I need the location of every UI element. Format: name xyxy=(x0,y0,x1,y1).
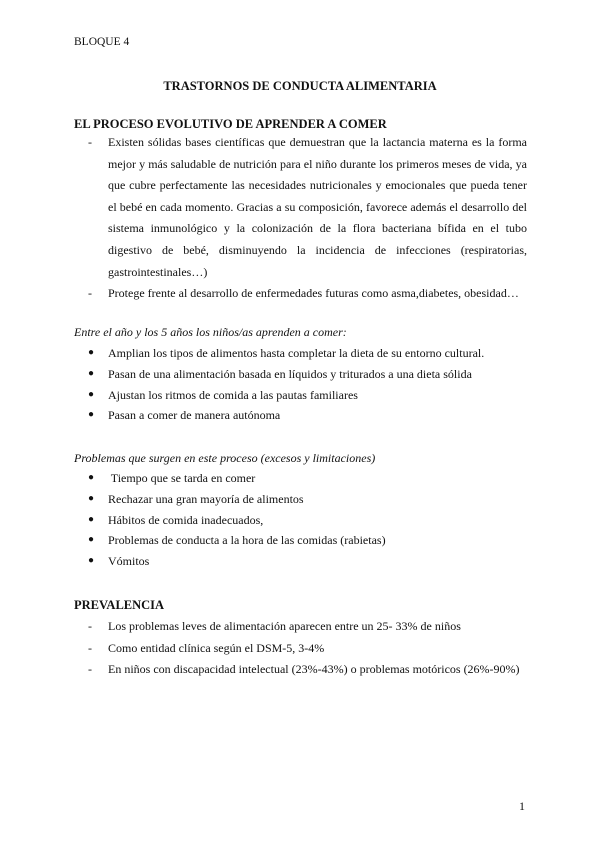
list-item-text: Ajustan los ritmos de comida a las pautas familiares xyxy=(108,387,358,402)
page-number: 1 xyxy=(519,799,525,813)
bullet-marker: ● xyxy=(88,367,95,379)
block-header: BLOQUE 4 xyxy=(74,36,130,48)
list-item-text: Protege frente al desarrollo de enfermedades futuras como asma,diabetes, obesidad… xyxy=(108,286,519,301)
list-item-text: Problemas de conducta a la hora de las comidas (rabietas) xyxy=(108,533,386,548)
list-item xyxy=(74,510,527,531)
list-item xyxy=(74,551,527,572)
list-item-text: Pasan a comer de manera autónoma xyxy=(108,408,281,423)
list-item xyxy=(74,489,527,510)
bullet-marker: ● xyxy=(88,347,95,358)
learning-list xyxy=(74,132,527,305)
list-item-text: Tiempo que se tarda en comer xyxy=(108,471,256,485)
bullet-marker: ● xyxy=(88,534,95,546)
list-item xyxy=(74,659,527,681)
list-item-text: Hábitos de comida inadecuados, xyxy=(108,512,264,527)
dash-marker: - xyxy=(88,640,92,655)
list-item-text: Existen sólidas bases científicas que demuestran que la lactancia materna es la forma mejor y más saludable de nutrición para el niño durante los primeros meses de vida, ya que cubre perfectamente las necesidades nutricionales y emocionales que pueda tener el bebé en cada momento. Gracias a su composición, favorece además el desarrollo del sistema inmunológico y la colonización de la flora bacteriana bífida en el tubo digestivo de bebé, disminuyendo la incidencia de infecciones (respiratorias, gastrointestinales…) xyxy=(108,135,527,279)
age-range-list xyxy=(74,343,527,426)
bullet-marker: ● xyxy=(88,513,95,525)
dash-marker: - xyxy=(88,662,92,677)
list-item xyxy=(74,638,527,660)
list-item xyxy=(74,343,527,364)
dash-marker: - xyxy=(88,135,92,149)
bullet-marker: ● xyxy=(88,472,95,483)
list-item xyxy=(74,364,527,385)
prevalence-list xyxy=(74,616,527,681)
section-heading-learning: EL PROCESO EVOLUTIVO DE APRENDER A COMER xyxy=(74,117,387,131)
document-title: TRASTORNOS DE CONDUCTA ALIMENTARIA xyxy=(163,79,437,93)
list-item xyxy=(74,132,527,283)
bullet-marker: ● xyxy=(88,409,95,421)
list-item xyxy=(74,468,527,489)
list-item-text: Como entidad clínica según el DSM-5, 3-4% xyxy=(108,640,325,655)
list-item xyxy=(74,283,527,305)
list-item xyxy=(74,530,527,551)
list-item-text: Vómitos xyxy=(108,554,150,569)
problems-list xyxy=(74,468,527,572)
bullet-marker: ● xyxy=(88,555,95,567)
list-item-text: Amplian los tipos de alimentos hasta completar la dieta de su entorno cultural. xyxy=(108,346,485,360)
bullet-marker: ● xyxy=(88,388,95,400)
list-item xyxy=(74,385,527,406)
list-item-text: Rechazar una gran mayoría de alimentos xyxy=(108,491,304,506)
bullet-marker: ● xyxy=(88,492,95,504)
list-item-text: Pasan de una alimentación basada en líquidos y triturados a una dieta sólida xyxy=(108,366,472,381)
list-item-text: Los problemas leves de alimentación aparecen entre un 25- 33% de niños xyxy=(108,619,461,633)
dash-marker: - xyxy=(88,286,92,301)
dash-marker: - xyxy=(88,619,92,633)
section-heading-prevalence: PREVALENCIA xyxy=(74,598,165,612)
list-item-text: En niños con discapacidad intelectual (23%-43%) o problemas motóricos (26%-90%) xyxy=(108,662,520,677)
subheading-age-range: Entre el año y los 5 años los niños/as aprenden a comer: xyxy=(74,325,347,339)
subheading-problems: Problemas que surgen en este proceso (excesos y limitaciones) xyxy=(74,451,376,465)
list-item xyxy=(74,616,527,638)
list-item xyxy=(74,405,527,426)
